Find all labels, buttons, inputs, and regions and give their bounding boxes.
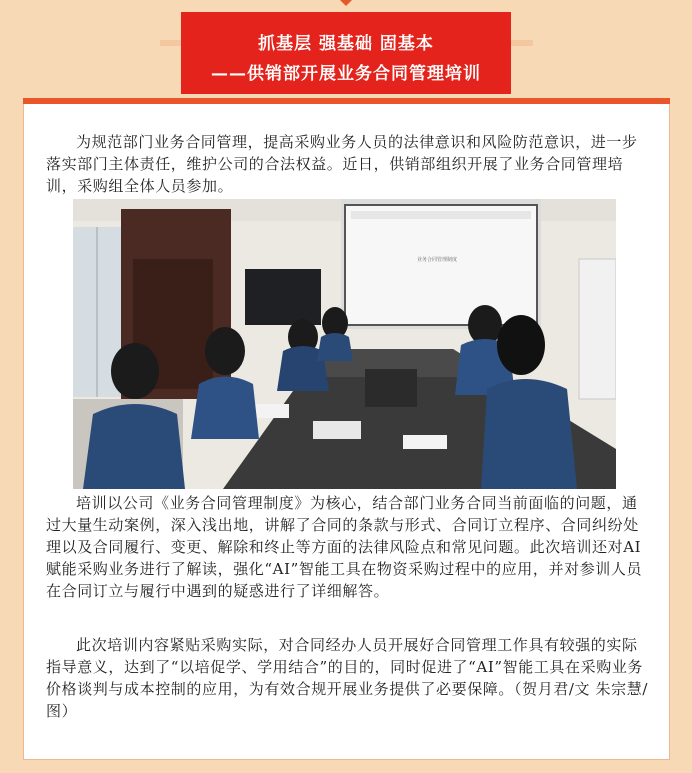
title-banner: [181, 12, 511, 94]
person-6: [497, 315, 545, 375]
article-paragraph-2: 培训以公司《业务合同管理制度》为核心，结合部门业务合同当前面临的问题，通过大量生动案例，深入浅出地，讲解了合同的条款与形式、合同订立程序、合同纠纷处理以及合同履行、变更、解除和终止等方面的法律风险点和常见问题。此次培训还对AI赋能采购业务进行了解读，强化“AI”智能工具在物资采购过程中的应用，并对参训人员在合同订立与履行中遇到的疑惑进行了详细解答。: [46, 494, 643, 600]
cabinet: [579, 259, 616, 399]
article-paragraph-1: 为规范部门业务合同管理，提高采购业务人员的法律意识和风险防范意识，进一步落实部门主体责任，维护公司的合法权益。近日，供销部组织开展了业务合同管理培训，采购组全体人员参加。: [46, 133, 638, 195]
laptop: [365, 369, 417, 407]
top-diamond-icon: [340, 0, 352, 6]
wall-tv: [245, 269, 321, 325]
meeting-room-image: [73, 199, 616, 489]
title-line-1: 抓基层 强基础 固基本: [258, 34, 434, 54]
person-2: [205, 327, 245, 375]
projection-screen: [345, 205, 537, 325]
article-paragraph-3: 此次培训内容紧贴采购实际，对合同经办人员开展好合同管理工作具有较强的实际指导意义，达到了“以培促学、学用结合”的目的，同时促进了“AI”智能工具在采购业务价格谈判与成本控制的应用，为有效合规开展业务提供了必要保障。（贺月君/文 朱宗慧/图）: [46, 636, 648, 720]
title-line-2: ——供销部开展业务合同管理培训: [211, 64, 481, 84]
person-1: [111, 343, 159, 399]
banner-accent-left: [160, 40, 182, 46]
desk-phone: [313, 421, 361, 439]
banner-accent-right: [511, 40, 533, 46]
screen-title: 业务合同管理制度: [417, 257, 458, 263]
training-photo: [73, 199, 616, 489]
